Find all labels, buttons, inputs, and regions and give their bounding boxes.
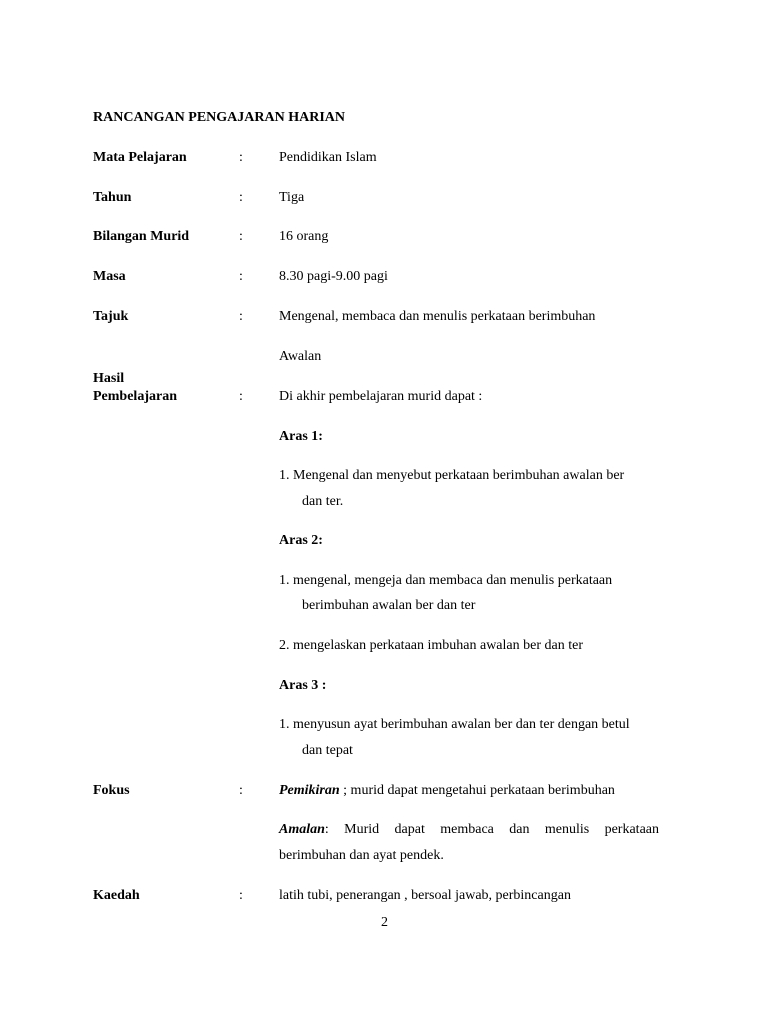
- tajuk-label: Tajuk: [93, 309, 129, 324]
- aras2-item1-line1: 1. mengenal, mengeja dan membaca dan menulis perkataan: [279, 573, 613, 588]
- colon: :: [239, 309, 243, 324]
- colon: :: [239, 888, 243, 903]
- tahun-value: Tiga: [279, 190, 305, 205]
- aras1-item1-line1: 1. Mengenal dan menyebut perkataan berimbuhan awalan ber: [279, 468, 625, 483]
- kaedah-label: Kaedah: [93, 888, 140, 903]
- aras3-item1-line2: dan tepat: [302, 743, 353, 758]
- masa-value: 8.30 pagi-9.00 pagi: [279, 269, 388, 284]
- colon: :: [239, 269, 243, 284]
- hasil-intro: Di akhir pembelajaran murid dapat :: [279, 389, 483, 404]
- pemikiran-term: Pemikiran: [279, 783, 340, 798]
- tajuk-value-line1: Mengenal, membaca dan menulis perkataan berimbuhan: [279, 309, 596, 324]
- document-title: RANCANGAN PENGAJARAN HARIAN: [93, 110, 345, 125]
- aras2-item1-line2: berimbuhan awalan ber dan ter: [302, 598, 476, 613]
- hasil-label-line2: Pembelajaran: [93, 389, 177, 404]
- fokus-label: Fokus: [93, 783, 130, 798]
- mata-pelajaran-value: Pendidikan Islam: [279, 150, 377, 165]
- tahun-label: Tahun: [93, 190, 132, 205]
- aras3-heading: Aras 3 :: [279, 678, 327, 693]
- fokus-amalan-line2: berimbuhan dan ayat pendek.: [279, 848, 444, 863]
- bilangan-murid-label: Bilangan Murid: [93, 229, 190, 244]
- aras1-item1-line2: dan ter.: [302, 494, 344, 509]
- pemikiran-text: ; murid dapat mengetahui perkataan berimbuhan: [339, 783, 615, 798]
- fokus-amalan-line1: [279, 821, 659, 839]
- page-number: 2: [381, 915, 388, 930]
- kaedah-value: latih tubi, penerangan , bersoal jawab, perbincangan: [279, 888, 571, 903]
- colon: :: [239, 150, 243, 165]
- colon: :: [239, 190, 243, 205]
- tajuk-value-line2: Awalan: [279, 349, 322, 364]
- colon: :: [239, 783, 243, 798]
- hasil-label-line1: Hasil: [93, 371, 125, 386]
- bilangan-murid-value: 16 orang: [279, 229, 329, 244]
- mata-pelajaran-label: Mata Pelajaran: [93, 150, 187, 165]
- amalan-text: : Murid dapat membaca dan menulis perkataan: [324, 822, 659, 837]
- fokus-pemikiran: [279, 782, 615, 800]
- colon: :: [239, 229, 243, 244]
- aras2-heading: Aras 2:: [279, 533, 323, 548]
- amalan-term: Amalan: [279, 822, 325, 837]
- aras3-item1-line1: 1. menyusun ayat berimbuhan awalan ber dan ter dengan betul: [279, 717, 630, 732]
- aras2-item2: 2. mengelaskan perkataan imbuhan awalan ber dan ter: [279, 638, 583, 653]
- colon: :: [239, 389, 243, 404]
- masa-label: Masa: [93, 269, 126, 284]
- aras1-heading: Aras 1:: [279, 429, 323, 444]
